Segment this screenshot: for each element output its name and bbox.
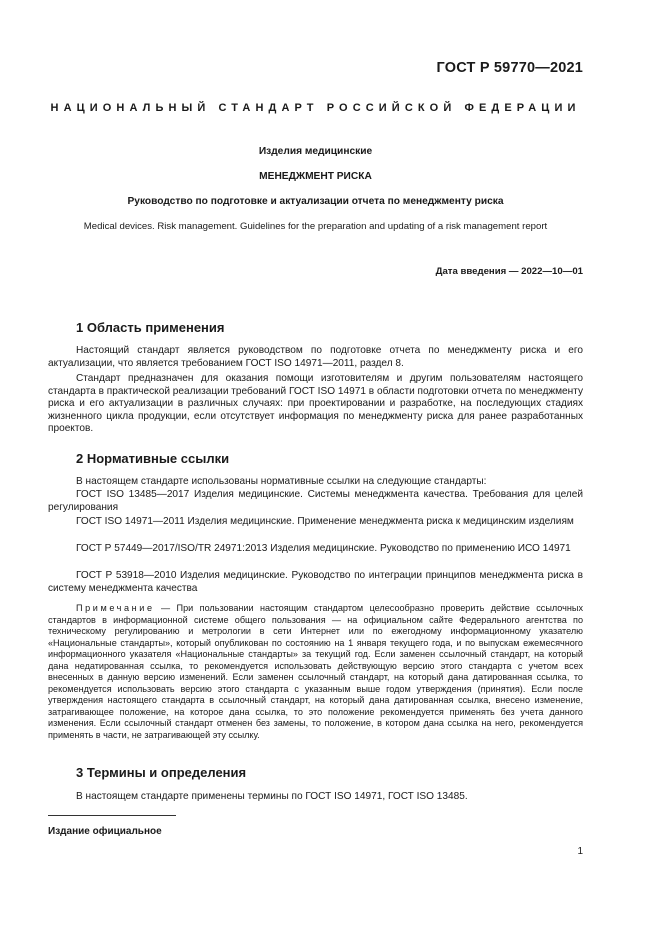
normative-reference: ГОСТ ISO 14971—2011 Изделия медицинские. Применение менеджмента риска к медицинским изделиям — [76, 516, 574, 527]
normative-reference: ГОСТ Р 53918—2010 Изделия медицинские. Руководство по интеграции принципов менеджмента риска в систему менеджмента качества — [48, 570, 583, 594]
standard-code: ГОСТ Р 59770—2021 — [436, 60, 583, 76]
section-1-heading: 1 Область применения — [76, 320, 225, 335]
normative-reference: ГОСТ Р 57449—2017/ISO/TR 24971:2013 Изделия медицинские. Руководство по применению ИСО 14971 — [76, 543, 571, 554]
section-1-paragraph-1: Настоящий стандарт является руководством по подготовке отчета по менеджменту риска и его актуализации, что является требованием ГОСТ ISO 14971—2011, раздел 8. — [48, 345, 583, 369]
page-number: 1 — [577, 846, 583, 857]
footer-divider — [48, 815, 176, 816]
note-text: — При пользовании настоящим стандартом целесообразно проверить действие ссылочных стандартов в информационной системе общего пользования — на официальном сайте Федерального агентства по техническому регулированию и метрологии в сети Интернет или по ежегодному информационному указателю «Национальные стандарты», который опубликован по состоянию на 1 января текущего года, и по выпускам ежемесячного информационного указателя «Национальные стандарты» за текущий год. Если заменен ссылочный стандарт, на который дана недатированная ссылка, то рекомендуется использовать действующую версию этого стандарта с учетом всех внесенных в данную версию изменений. Если заменен ссылочный стандарт, на который дана датированная ссылка, то рекомендуется использовать версию этого стандарта с указанным выше годом утверждения (принятия). Если после утверждения настоящего стандарта в ссылочный стандарт, на который дана датированная ссылка, внесено изменение, затрагивающее положение, на которое дана ссылка, то это положение рекомендуется применять без учета данного изменения. Если ссылочный стандарт отменен без замены, то положение, в котором дана ссылка на него, рекомендуется применять в части, не затрагивающей эту ссылку. — [48, 603, 583, 740]
title-line-3: Руководство по подготовке и актуализации отчета по менеджменту риска — [127, 196, 504, 207]
title-line-2: МЕНЕДЖМЕНТ РИСКА — [259, 171, 372, 182]
introduction-date: Дата введения — 2022—10—01 — [435, 266, 583, 277]
note-label: Примечание — [76, 603, 155, 613]
section-2-intro: В настоящем стандарте использованы нормативные ссылки на следующие стандарты: — [76, 476, 487, 487]
note-paragraph — [48, 603, 583, 741]
section-2-heading: 2 Нормативные ссылки — [76, 451, 230, 466]
title-english: Medical devices. Risk management. Guidelines for the preparation and updating of a risk management report — [83, 221, 548, 232]
section-1-paragraph-2: Стандарт предназначен для оказания помощи изготовителям и другим пользователям настоящего стандарта в практической реализации требований ГОСТ ISO 14971 в области подготовки отчета по менеджменту риска и его актуализации в различных случаях: при проектировании и разработке, на последующих стадиях жизненного цикла продукции, если отсутствует информация по менеджменту риска для ранее разработанных проектов. — [48, 373, 583, 435]
official-edition-label: Издание официальное — [48, 826, 162, 837]
section-3-heading: 3 Термины и определения — [76, 765, 247, 780]
title-line-1: Изделия медицинские — [258, 146, 373, 157]
normative-reference: ГОСТ ISO 13485—2017 Изделия медицинские. Системы менеджмента качества. Требования для целей регулирования — [48, 489, 583, 513]
national-standard-banner: НАЦИОНАЛЬНЫЙ СТАНДАРТ РОССИЙСКОЙ ФЕДЕРАЦИИ — [50, 102, 581, 114]
section-3-paragraph-1: В настоящем стандарте применены термины по ГОСТ ISO 14971, ГОСТ ISO 13485. — [76, 791, 468, 802]
